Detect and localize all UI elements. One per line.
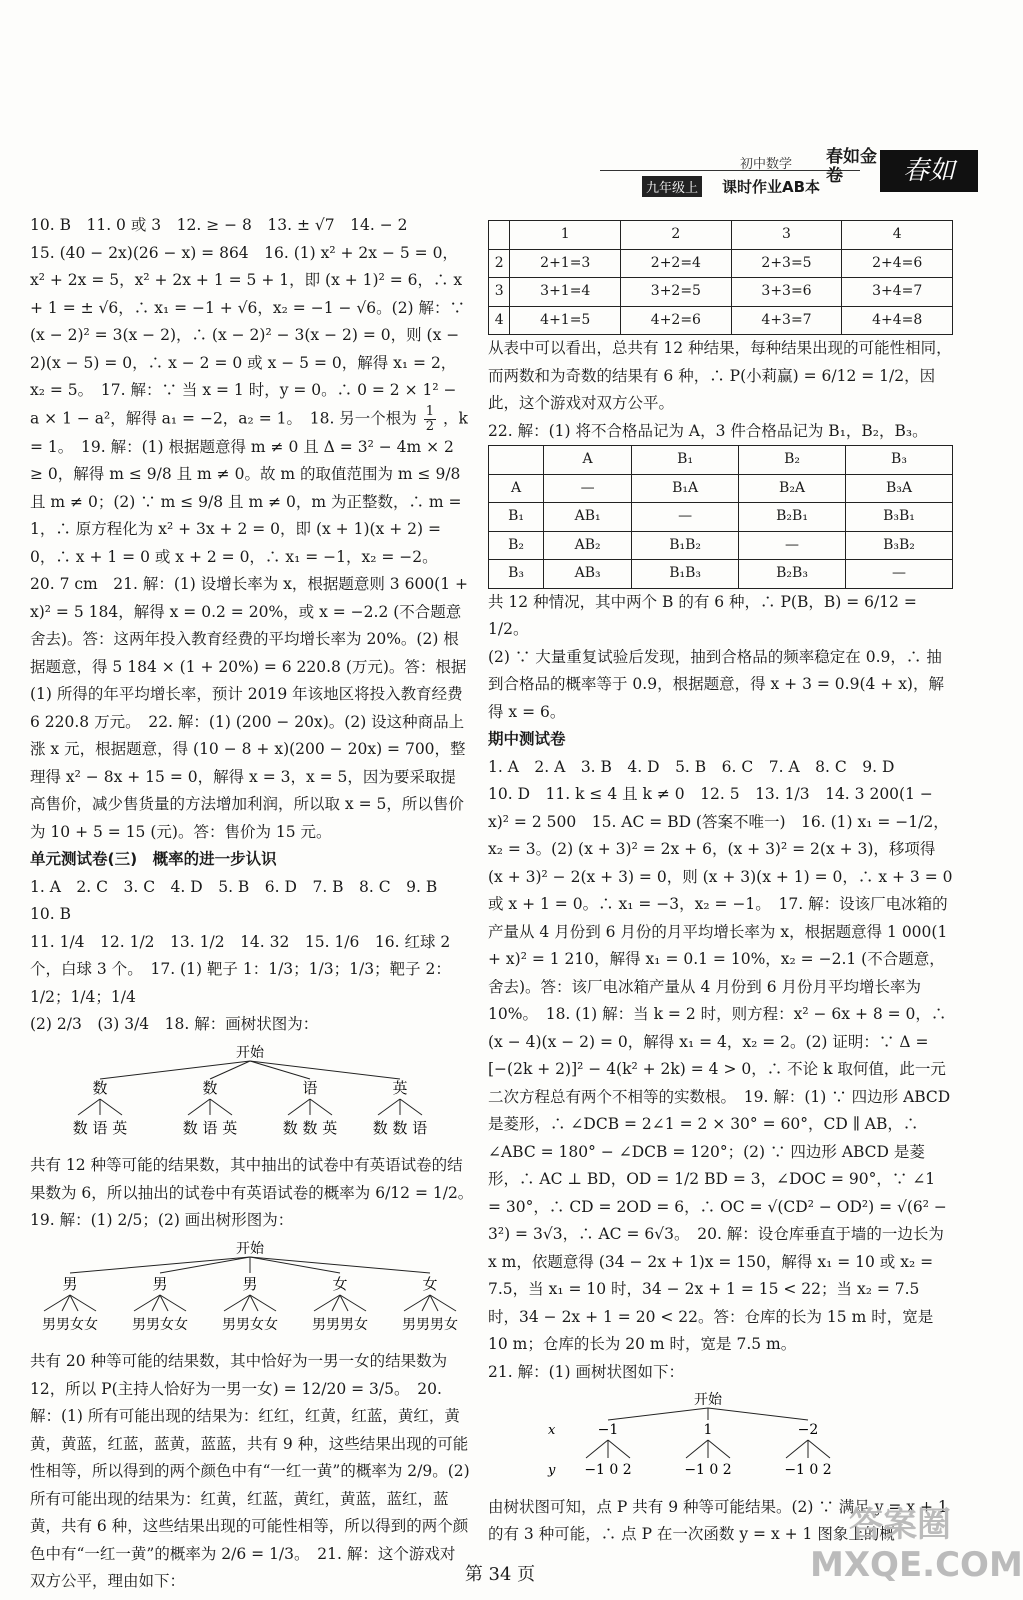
tree-diagram-3 (488, 1390, 953, 1490)
tree2-branch: 男 (242, 1274, 258, 1293)
tree1-branch: 英 (392, 1078, 408, 1097)
answers-block-4: 从表中可以看出，总共有 12 种结果，每种结果出现的可能性相同，而两数和为奇数的结果有 6 种，∴ P(小莉赢) = 6/12 = 1/2，因此，这个游戏对双方公平。 (488, 339, 952, 412)
tree3-root: 开始 (694, 1392, 722, 1408)
brand-logo: 春如 (880, 150, 978, 192)
answers-block-6: 共 12 种情况，其中两个 B 的有 6 种，∴ P(B，B) = 6/12 = 1/2。 (488, 592, 917, 638)
tree-diagram-2 (30, 1239, 470, 1345)
answers-block-3: 共有 20 种等可能的结果数，其中恰好为一男一女的结果数为 12，所以 P(主持人恰好为一男一女) = 12/20 = 3/5。 20. 解：(1) 所有可能出现的结果为：红红，红黄，红蓝，黄红，黄黄，黄蓝，红蓝，蓝黄，蓝蓝，共有 9 种，这些结果出现的可能性相等，所以得到的两个颜色中有“一红一黄”的概率为 2/9。(2) 所有可能出现的结果为：红黄，红蓝，黄红，黄蓝，蓝红，蓝黄，共有 6 种，这些结果出现的可能性相等，所以得到的两个颜色中有“一红一黄”的概率为 2/6 = 1/3。 21. 解：这个游戏对双方公平，理由如下： (30, 1352, 470, 1590)
midterm-answers-2: 10. D 11. k ≤ 4 且 k ≠ 0 12. 5 13. 1/3 14. 3 200(1 − x)² = 2 500 15. AC = BD (答案不唯一) 16. (1) x₁ = −1/2，x₂ = 3。(2) (x + 3)² = 2x + 6，(x + 3)² = 2(x + 3)，移项得 (x + 3)² − 2(x + 3) = 0，则 (x + 3)(x + 1) = 0，∴ x + 3 = 0 或 x + 1 = 0。∴ x₁ = −3，x₂ = −1。 17. 解：设该厂电冰箱的产量从 4 月份到 6 月份的月平均增长率为 x，根据题意得 1 000(1 + x)² = 1 210，解得 x₁ = 0.1 = 10%，x₂ = −2.1 (不合题意，舍去)。答：该厂电冰箱产量从 4 月份到 6 月份月平均增长率为 10%。 18. (1) 解：当 k = 2 时，则方程：x² − 6x + 8 = 0，∴ (x − 4)(x − 2) = 0，解得 x₁ = 4，x₂ = 2。(2) 证明：∵ Δ = [−(2k + 2)]² − 4(k² + 2k) = 4 > 0，∴ 不论 k 取何值，此一元二次方程总有两个不相等的实数根。 19. 解：(1) ∵ 四边形 ABCD 是菱形，∴ ∠DCB = 2∠1 = 2 × 30° = 60°，CD ∥ AB，∴ ∠ABC = 180° − ∠DCB = 120°；(2) ∵ 四边形 ABCD 是菱形，∴ AC ⊥ BD，OD = 1/2 BD = 3，∠DOC = 90°，∵ ∠1 = 30°，∴ CD = 2OD = 6，∴ OC = √(CD² − OD²) = √(6² − 3²) = 3√3，∴ AC = 6√3。 20. 解：设仓库垂直于墙的一边长为 x m，依题意得 (34 − 2x + 1)x = 150，解得 x₁ = 10 或 x₂ = 7.5，当 x₁ = 10 时，34 − 2x + 1 = 15 < 22；当 x₂ = 7.5 时，34 − 2x + 1 = 20 < 22。答：仓库的长为 15 m 时，宽是 10 m；仓库的长为 20 m 时，宽是 7.5 m。 (488, 785, 953, 1353)
answers-block-5: 22. 解：(1) 将不合格品记为 A，3 件合格品记为 B₁，B₂，B₃。 (488, 421, 928, 440)
tree2-branch: 女 (332, 1274, 348, 1293)
header-subject: 初中数学 (740, 157, 793, 172)
table-row: A B₁ B₂ B₃ (489, 446, 953, 475)
table-row: 1 2 3 4 (489, 221, 953, 250)
tree3-branch: −2 (797, 1422, 819, 1438)
midterm-answers-1: 1. A 2. A 3. B 4. D 5. B 6. C 7. A 8. C 9. D (488, 757, 895, 776)
tree3-leaves: −1 0 2 (784, 1462, 832, 1478)
header-brand: 春如金卷 (826, 147, 877, 186)
sum-table (488, 220, 953, 335)
tree2-leaves: 男男女女 (222, 1316, 278, 1333)
tree2-leaves: 男男女女 (42, 1316, 98, 1333)
tree2-leaves: 男男女女 (132, 1316, 188, 1333)
table-row: B₂ AB₂ B₁B₂ — B₃B₂ (489, 531, 953, 560)
answers-block-2: 共有 12 种等可能的结果数，其中抽出的试卷中有英语试卷的结果数为 6，所以抽出的试卷中有英语试卷的概率为 6/12 = 1/2。 19. 解：(1) 2/5；(2) 画出树形图为： (30, 1156, 482, 1229)
answers-line-1: 10. B 11. 0 或 3 12. ≥ − 8 13. ± √7 14. − 2 (30, 216, 408, 234)
unit-answers-2: 11. 1/4 12. 1/2 13. 1/2 14. 32 15. 1/6 16. 红球 2 个，白球 3 个。 17. (1) 靶子 1：1/3；1/3；1/3；靶子 2：1/2；1/4；1/4 (30, 932, 451, 1006)
tree2-leaves: 男男男女 (312, 1316, 368, 1333)
page-number: 第 34 页 (464, 1564, 536, 1585)
watermark-logo: 答案圈 MXQE.COM (810, 1505, 1023, 1585)
unit-answers-3: (2) 2/3 (3) 3/4 18. 解：画树状图为： (30, 1015, 319, 1033)
tree1-branch: 语 (302, 1078, 318, 1097)
header-rule (600, 170, 860, 171)
tree3-x-label: x (548, 1423, 556, 1438)
tree1-root: 开始 (236, 1044, 264, 1061)
tree-diagram-1 (30, 1043, 470, 1149)
answers-block-8: 由树状图可知，点 P 共有 9 种等可能结果。(2) ∵ 满足 y = x + 1 的有 3 种可能，∴ 点 P 在一次函数 y = x + 1 图象上的概 (488, 1497, 948, 1543)
left-column (30, 212, 482, 1596)
tree2-root: 开始 (236, 1240, 264, 1257)
fraction: $\frac{1}{2}$ (425, 403, 435, 434)
midterm-title: 期中测试卷 (488, 730, 566, 748)
unit-answers-1: 1. A 2. C 3. C 4. D 5. B 6. D 7. B 8. C 9. B 10. B (30, 877, 453, 923)
pair-table (488, 445, 953, 589)
tree2-leaves: 男男男女 (402, 1316, 458, 1333)
tree3-branch: −1 (597, 1422, 619, 1438)
unit-test-title: 单元测试卷(三) 概率的进一步认识 (30, 850, 277, 868)
tree3-branch: 1 (703, 1422, 713, 1438)
table-row: A — B₁A B₂A B₃A (489, 474, 953, 503)
table-row: B₁ AB₁ — B₂B₁ B₃B₁ (489, 503, 953, 532)
tree2-branch: 男 (62, 1274, 78, 1293)
header-grade: 九年级上 (642, 176, 702, 197)
tree3-leaves: −1 0 2 (584, 1462, 632, 1478)
tree2-branch: 女 (422, 1274, 438, 1293)
tree3-y-label: y (548, 1463, 556, 1478)
answers-block-1: 15. (40 − 2x)(26 − x) = 864 16. (1) x² + 2x − 5 = 0，x² + 2x = 5，x² + 2x + 1 = 5 + 1，即 (x + 1)² = 6，∴ x + 1 = ± √6，∴ x₁ = −1 + √6，x₂ = −1 − √6。(2) 解：∵ (x − 2)² = 3(x − 2)，∴ (x − 2)² − 3(x − 2) = 0，则 (x − 2)(x − 5) = 0，∴ x − 2 = 0 或 x − 5 = 0，解得 x₁ = 2，x₂ = 5。 17. 解：∵ 当 x = 1 时，y = 0。∴ 0 = 2 × 1² − a × 1 − a²，解得 a₁ = −2，a₂ = 1。 18. 另一个根为 $\frac{1}{2}$ ，k = 1。 19. 解：(1) 根据题意得 m ≠ 0 且 Δ = 3² − 4m × 2 ≥ 0，解得 m ≤ 9/8 且 m ≠ 0。故 m 的取值范围为 m ≤ 9/8 且 m ≠ 0；(2) ∵ m ≤ 9/8 且 m ≠ 0，m 为正整数，∴ m = 1，∴ 原方程化为 x² + 3x + 2 = 0，即 (x + 1)(x + 2) = 0，∴ x + 1 = 0 或 x + 2 = 0，∴ x₁ = −1，x₂ = −2。 20. 7 cm 21. 解：(1) 设增长率为 x，根据题意则 3 600(1 + x)² = 5 184，解得 x = 0.2 = 20%，或 x = −2.2 (不合题意舍去)。答：这两年投入教育经费的平均增长率为 20%。(2) 根据题意，得 5 184 × (1 + 20%) = 6 220.8 (万元)。答：根据 (1) 所得的年平均增长率，预计 2019 年该地区将投入教育经费 6 220.8 万元。 22. 解：(1) (200 − 20x)。(2) 设这种商品上涨 x 元，根据题意，得 (10 − 8 + x)(200 − 20x) = 700，整理得 x² − 8x + 15 = 0，解得 x = 3，x = 5，因为要采取提高售价，减少售货量的方法增加利润，所以取 x = 5，所以售价为 10 + 5 = 15 (元)。答：售价为 15 元。 (30, 243, 468, 841)
tree3-leaves: −1 0 2 (684, 1462, 732, 1478)
answers-block-7: (2) ∵ 大量重复试验后发现，抽到合格品的频率稳定在 0.9，∴ 抽到合格品的概率等于 0.9，根据题意，得 x + 3 = 0.9(4 + x)，解得 x = 6。 (488, 647, 944, 721)
tree1-leaves: 数 语 英 (182, 1118, 238, 1137)
tree1-leaves: 数 数 英 (282, 1118, 338, 1137)
tree1-leaves: 数 语 英 (72, 1118, 128, 1137)
header-series: 课时作业AB本 (722, 178, 821, 196)
table-row: B₃ AB₃ B₁B₃ B₂B₃ — (489, 560, 953, 589)
table-row: 4 4+1=5 4+2=6 4+3=7 4+4=8 (489, 306, 953, 335)
tree1-leaves: 数 数 语 (372, 1118, 428, 1137)
table-row: 2 2+1=3 2+2=4 2+3=5 2+4=6 (489, 249, 953, 278)
tree1-branch: 数 (92, 1078, 108, 1097)
tree2-branch: 男 (152, 1274, 168, 1293)
tree1-branch: 数 (202, 1078, 218, 1097)
midterm-answers-3: 21. 解：(1) 画树状图如下： (488, 1362, 684, 1381)
right-column (488, 220, 953, 1549)
table-row: 3 3+1=4 3+2=5 3+3=6 3+4=7 (489, 278, 953, 307)
